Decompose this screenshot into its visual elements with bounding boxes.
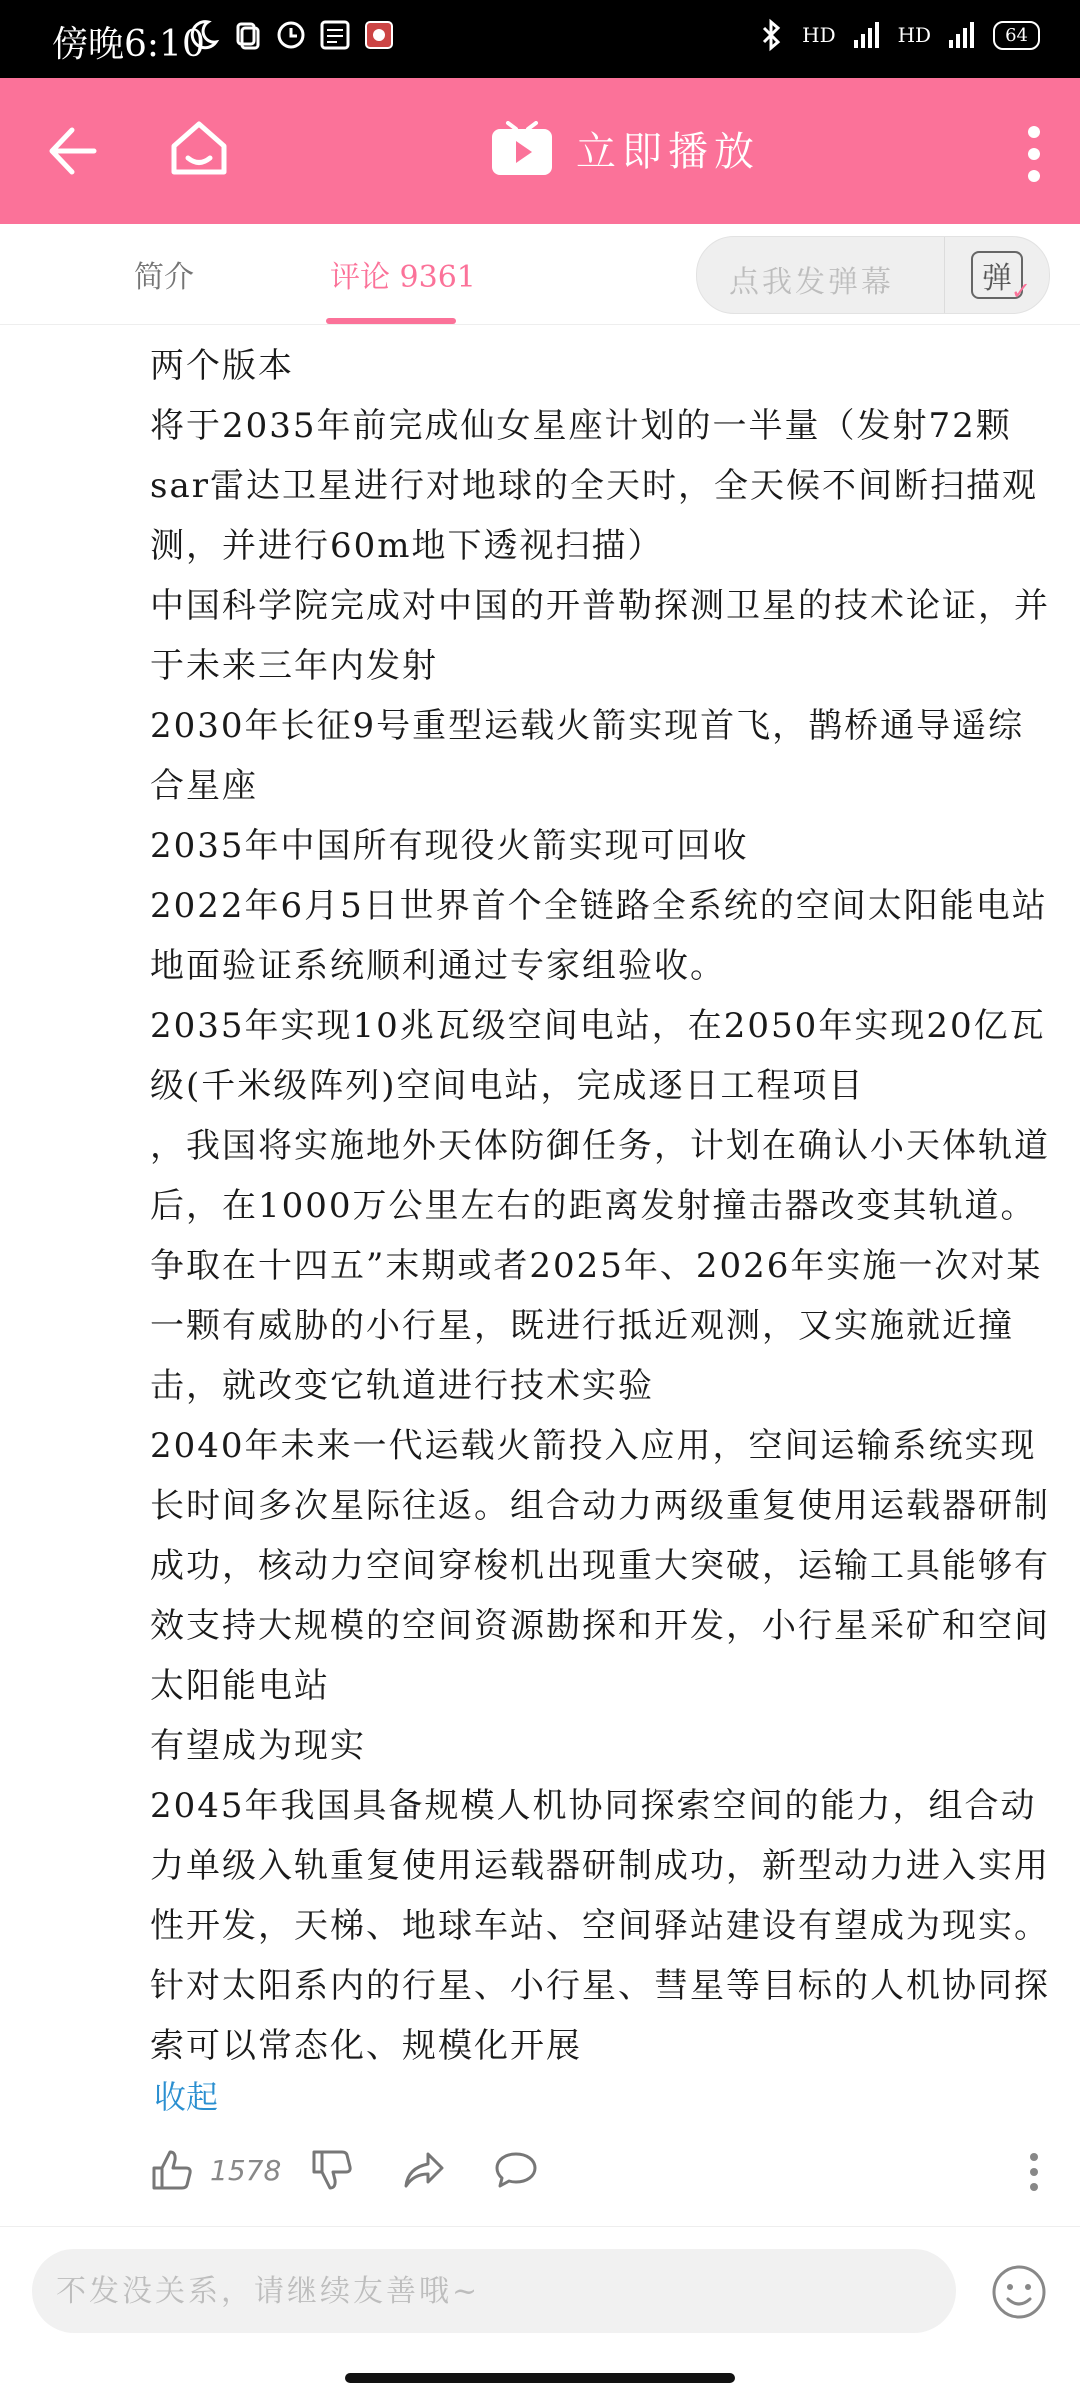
home-icon[interactable] [168, 118, 230, 178]
share-button[interactable] [402, 2148, 446, 2196]
comment-paragraph: 2030年长征9号重型运载火箭实现首飞，鹊桥通导遥综合星座 [150, 706, 1025, 806]
collapse-link[interactable]: 收起 [154, 2078, 219, 2116]
comment-paragraph: 2022年6月5日世界首个全链路全系统的空间太阳能电站地面验证系统顺利通过专家组验收。 [150, 886, 1048, 986]
comment-paragraph: 2035年中国所有现役火箭实现可回收 [150, 826, 749, 866]
share-icon [402, 2148, 446, 2192]
play-now-button[interactable] [490, 120, 760, 177]
clock-icon [274, 18, 308, 52]
status-time: 傍晚6:10 [52, 24, 205, 65]
tab-comments[interactable]: 评论 9361 [330, 260, 476, 295]
comment-paragraph: ，我国将实施地外天体防御任务，计划在确认小天体轨道后，在1000万公里左右的距离发射撞击器改变其轨道。争取在十四五”末期或者2025年、2026年实施一次对某一颗有威胁的小行星，既进行抵近观测，又实施就近撞击，就改变它轨道进行技术实验 [150, 1126, 1050, 1406]
tab-bar [0, 224, 1080, 325]
comment-actions [150, 2148, 1040, 2208]
like-button[interactable] [150, 2148, 281, 2192]
hd-label-2: HD [897, 23, 932, 47]
app-header [0, 78, 1080, 224]
status-icons-right [754, 18, 1040, 52]
thumbs-down-icon [310, 2148, 354, 2192]
danmaku-placeholder[interactable]: 点我发弹幕 [729, 265, 894, 300]
like-count: 1578 [210, 2153, 282, 2187]
comment-paragraph: 2035年实现10兆瓦级空间电站，在2050年实现20亿瓦级(千米级阵列)空间电站，完成逐日工程项目 [150, 1006, 1046, 1106]
comment-more-icon[interactable] [1028, 2152, 1040, 2192]
comment-body [150, 336, 1050, 2076]
check-icon: ✓ [1010, 277, 1031, 305]
comment-paragraph: 两个版本 [150, 346, 294, 386]
bluetooth-icon [754, 18, 788, 52]
comment-paragraph: 将于2035年前完成仙女星座计划的一半量（发射72颗sar雷达卫星进行对地球的全天时，全天候不间断扫描观测，并进行60m地下透视扫描） [150, 406, 1038, 566]
tab-intro[interactable]: 简介 [134, 260, 194, 295]
tab-active-indicator [326, 318, 456, 324]
status-icons-left [186, 18, 396, 52]
tv-play-icon [490, 121, 554, 177]
danmaku-input[interactable] [696, 236, 1050, 314]
danmaku-icon [971, 251, 1031, 305]
more-vertical-icon[interactable] [1026, 124, 1042, 184]
app-badge-icon [362, 18, 396, 52]
copy-icon [230, 18, 264, 52]
comment-paragraph: 2040年未来一代运载火箭投入应用，空间运输系统实现长时间多次星际往返。组合动力两级重复使用运载器研制成功，核动力空间穿梭机出现重大突破，运输工具能够有效支持大规模的空间资源勘探和开发，小行星采矿和空间太阳能电站 [150, 1426, 1050, 1706]
moon-icon [186, 18, 220, 52]
hd-label-1: HD [802, 23, 836, 47]
home-indicator[interactable] [345, 2373, 735, 2383]
comment-paragraph: 中国科学院完成对中国的开普勒探测卫星的技术论证，并于未来三年内发射 [150, 586, 1050, 686]
reply-input[interactable] [32, 2249, 956, 2333]
comment-bubble-icon [494, 2148, 538, 2192]
signal-icon [850, 18, 884, 52]
play-now-label: 立即播放 [576, 129, 760, 175]
app-notification-icon [318, 18, 352, 52]
battery-indicator: 64 [993, 21, 1040, 50]
comment-paragraph: 2045年我国具备规模人机协同探索空间的能力，组合动力单级入轨重复使用运载器研制成功，新型动力进入实用性开发，天梯、地球车站、空间驿站建设有望成为现实。针对太阳系内的行星、小行星、彗星等目标的人机协同探索可以常态化、规模化开展 [150, 1786, 1050, 2066]
thumbs-up-icon [150, 2148, 194, 2192]
dislike-button[interactable] [310, 2148, 354, 2196]
comment-paragraph: 有望成为现实 [150, 1726, 366, 1766]
signal-icon-2 [945, 18, 979, 52]
emoji-icon[interactable] [990, 2263, 1048, 2321]
status-bar [0, 0, 1080, 78]
danmaku-toggle-button[interactable] [944, 237, 1049, 313]
back-arrow-icon[interactable] [48, 124, 98, 178]
reply-button[interactable] [494, 2148, 538, 2196]
danmaku-button-label: 弹 [982, 261, 1012, 296]
